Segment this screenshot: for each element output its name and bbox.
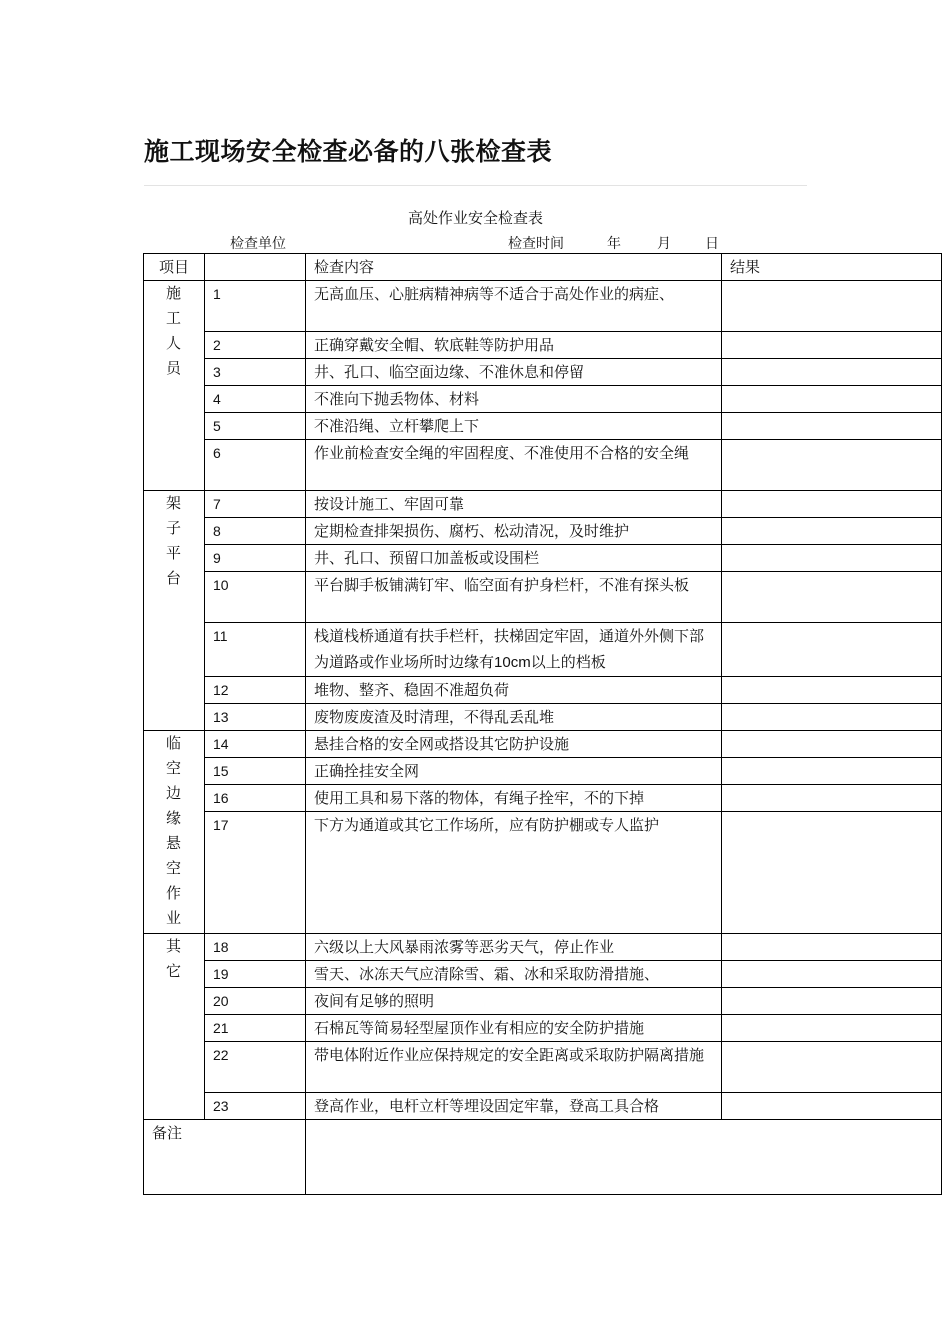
table-title: 高处作业安全检查表	[407, 209, 543, 227]
result-cell[interactable]	[722, 785, 942, 812]
day-label: 日	[705, 236, 719, 252]
check-content	[306, 785, 722, 812]
item-number: 4	[205, 386, 306, 413]
item-number: 7	[205, 491, 306, 518]
result-cell[interactable]	[722, 758, 942, 785]
item-number: 18	[205, 934, 306, 961]
check-content	[306, 623, 722, 677]
check-content	[306, 1093, 722, 1120]
item-number: 2	[205, 332, 306, 359]
result-cell[interactable]	[722, 934, 942, 961]
category-label: 临空边缘悬空作业	[166, 734, 182, 927]
check-content-text: 使用工具和易下落的物体，有绳子拴牢，不的下掉	[314, 789, 645, 807]
check-content-text: 夜间有足够的照明	[314, 992, 435, 1010]
check-content-text-after: 以上的档板	[530, 653, 606, 671]
remarks-field[interactable]	[306, 1120, 942, 1195]
item-number: 21	[205, 1015, 306, 1042]
result-cell[interactable]	[722, 440, 942, 491]
category-label: 架子平台	[166, 494, 182, 587]
item-number: 19	[205, 961, 306, 988]
check-content	[306, 332, 722, 359]
item-number: 1	[205, 281, 306, 332]
header-item: 项目	[144, 254, 205, 281]
item-number: 5	[205, 413, 306, 440]
check-content	[306, 988, 722, 1015]
table-row	[144, 731, 942, 758]
check-content-text: 正确拴挂安全网	[314, 762, 420, 780]
category-cell	[144, 491, 205, 731]
result-cell[interactable]	[722, 1093, 942, 1120]
inspection-time-label: 检查时间	[508, 236, 564, 252]
check-content-text: 六级以上大风暴雨浓雾等恶劣天气，停止作业	[314, 938, 615, 956]
item-number: 16	[205, 785, 306, 812]
table-row	[144, 934, 942, 961]
check-content-text: 无高血压、心脏病精神病等不适合于高处作业的病症、	[314, 285, 675, 303]
check-content	[306, 413, 722, 440]
category-label: 施工人员	[166, 284, 182, 377]
table-row	[144, 961, 942, 988]
check-content-text: 平台脚手板铺满钉牢、临空面有护身栏杆，不准有探头板	[314, 576, 690, 594]
table-row	[144, 785, 942, 812]
check-content-text: 不准向下抛丢物体、材料	[314, 390, 480, 408]
check-content-text: 按设计施工、牢固可靠	[314, 495, 465, 513]
result-cell[interactable]	[722, 281, 942, 332]
check-content-text: 登高作业，电杆立杆等埋设固定牢靠，登高工具合格	[314, 1097, 660, 1115]
check-content-text: 栈道栈桥通道有扶手栏杆，扶梯固定牢固，通道外外侧下部为道路或作业场所时边缘有	[314, 627, 705, 671]
result-cell[interactable]	[722, 332, 942, 359]
remarks-row	[144, 1120, 942, 1195]
result-cell[interactable]	[722, 677, 942, 704]
table-row	[144, 758, 942, 785]
result-cell[interactable]	[722, 704, 942, 731]
check-content-text: 井、孔口、临空面边缘、不准休息和停留	[314, 363, 585, 381]
check-content	[306, 572, 722, 623]
header-result: 结果	[722, 254, 942, 281]
result-cell[interactable]	[722, 359, 942, 386]
item-number: 9	[205, 545, 306, 572]
check-content-text: 悬挂合格的安全网或搭设其它防护设施	[314, 735, 570, 753]
category-cell	[144, 934, 205, 1120]
check-content-text: 定期检查排架损伤、腐朽、松动清况，及时维护	[314, 522, 630, 540]
result-cell[interactable]	[722, 1015, 942, 1042]
remarks-label: 备注	[144, 1120, 306, 1195]
table-row	[144, 1015, 942, 1042]
header-number	[205, 254, 306, 281]
check-content	[306, 934, 722, 961]
check-content-unit: 10cm	[494, 654, 531, 671]
title-divider	[144, 185, 807, 186]
table-row	[144, 623, 942, 677]
result-cell[interactable]	[722, 1042, 942, 1093]
check-content	[306, 1042, 722, 1093]
item-number: 20	[205, 988, 306, 1015]
check-content-text: 堆物、整齐、稳固不准超负荷	[314, 681, 510, 699]
check-content-text: 雪天、冰冻天气应清除雪、霜、冰和采取防滑措施、	[314, 965, 660, 983]
item-number: 15	[205, 758, 306, 785]
inspection-unit-label: 检查单位	[230, 236, 286, 252]
check-content	[306, 491, 722, 518]
table-row	[144, 413, 942, 440]
check-content-text: 不准沿绳、立杆攀爬上下	[314, 417, 480, 435]
item-number: 22	[205, 1042, 306, 1093]
item-number: 3	[205, 359, 306, 386]
result-cell[interactable]	[722, 413, 942, 440]
result-cell[interactable]	[722, 545, 942, 572]
check-content-text: 废物废废渣及时清理，不得乱丢乱堆	[314, 708, 555, 726]
category-cell	[144, 731, 205, 934]
table-row	[144, 677, 942, 704]
check-content-text: 井、孔口、预留口加盖板或设围栏	[314, 549, 540, 567]
result-cell[interactable]	[722, 491, 942, 518]
check-content	[306, 1015, 722, 1042]
table-row	[144, 518, 942, 545]
table-row	[144, 440, 942, 491]
check-content	[306, 440, 722, 491]
check-content	[306, 731, 722, 758]
check-content-text: 作业前检查安全绳的牢固程度、不准使用不合格的安全绳	[314, 444, 690, 462]
table-row	[144, 704, 942, 731]
table-row	[144, 491, 942, 518]
item-number: 8	[205, 518, 306, 545]
check-content	[306, 704, 722, 731]
item-number: 11	[205, 623, 306, 677]
item-number: 10	[205, 572, 306, 623]
item-number: 13	[205, 704, 306, 731]
table-row	[144, 386, 942, 413]
table-row	[144, 812, 942, 934]
header-content: 检查内容	[306, 254, 722, 281]
check-content	[306, 518, 722, 545]
result-cell[interactable]	[722, 386, 942, 413]
table-row	[144, 1093, 942, 1120]
table-row	[144, 359, 942, 386]
result-cell[interactable]	[722, 623, 942, 677]
category-cell	[144, 281, 205, 491]
check-content	[306, 359, 722, 386]
category-label: 其它	[166, 937, 182, 980]
inspection-table	[143, 253, 942, 1195]
document-title: 施工现场安全检查必备的八张检查表	[144, 137, 553, 166]
table-row	[144, 332, 942, 359]
item-number: 23	[205, 1093, 306, 1120]
inspection-table-body	[144, 254, 942, 1195]
check-content	[306, 677, 722, 704]
result-cell[interactable]	[722, 988, 942, 1015]
result-cell[interactable]	[722, 572, 942, 623]
check-content	[306, 961, 722, 988]
item-number: 17	[205, 812, 306, 934]
result-cell[interactable]	[722, 812, 942, 934]
table-row	[144, 988, 942, 1015]
table-row	[144, 572, 942, 623]
item-number: 6	[205, 440, 306, 491]
check-content-text: 石棉瓦等简易轻型屋顶作业有相应的安全防护措施	[314, 1019, 645, 1037]
item-number: 12	[205, 677, 306, 704]
table-row	[144, 281, 942, 332]
item-number: 14	[205, 731, 306, 758]
check-content	[306, 386, 722, 413]
check-content	[306, 812, 722, 934]
check-content	[306, 281, 722, 332]
table-row	[144, 545, 942, 572]
check-content-text: 正确穿戴安全帽、软底鞋等防护用品	[314, 336, 555, 354]
year-label: 年	[607, 236, 621, 252]
table-row	[144, 1042, 942, 1093]
month-label: 月	[657, 236, 671, 252]
check-content-text: 下方为通道或其它工作场所，应有防护棚或专人监护	[314, 816, 660, 834]
header-row	[144, 254, 942, 281]
check-content-text: 带电体附近作业应保持规定的安全距离或采取防护隔离措施	[314, 1046, 705, 1064]
result-cell[interactable]	[722, 731, 942, 758]
result-cell[interactable]	[722, 961, 942, 988]
check-content	[306, 758, 722, 785]
result-cell[interactable]	[722, 518, 942, 545]
check-content	[306, 545, 722, 572]
